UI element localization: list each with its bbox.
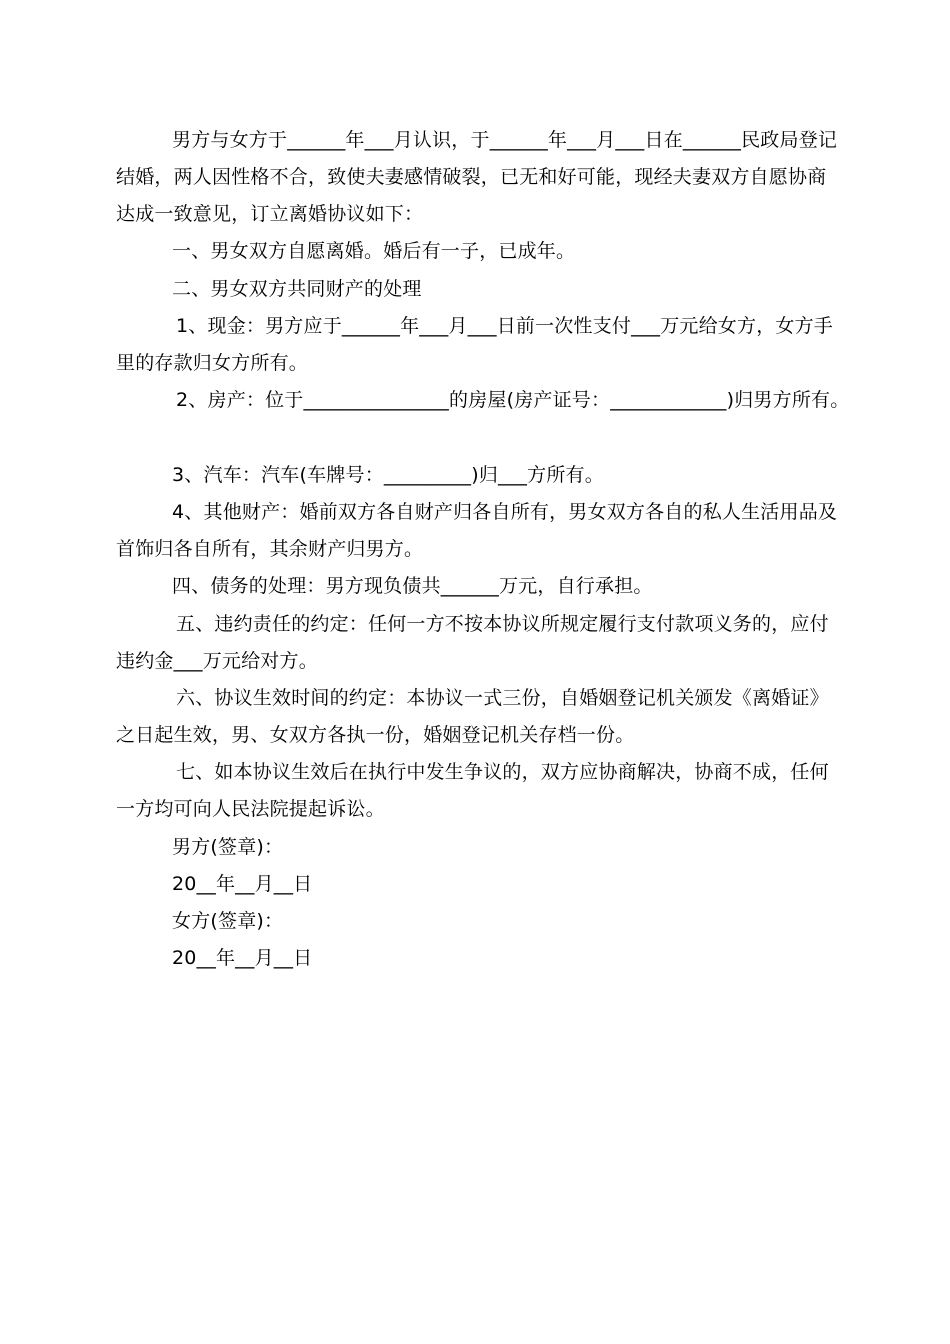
clause-2-cash-line-1: 1、现金：男方应于______年___月___日前一次性支付___万元给女方，女方手 (176, 315, 833, 337)
intro-line-1: 男方与女方于______年___月认识，于______年___月___日在______民政局登记 (172, 129, 838, 151)
clause-1: 一、男女双方自愿离婚。婚后有一子，已成年。 (172, 240, 576, 262)
clause-7-line-2: 一方均可向人民法院提起诉讼。 (116, 798, 385, 820)
male-signature-label: 男方(签章)： (172, 836, 284, 858)
clause-2-property: 2、房产：位于_______________的房屋(房产证号：____________)归男方所有。 (176, 389, 850, 411)
clause-2-cash-line-2: 里的存款归女方所有。 (116, 352, 309, 374)
clause-7-line-1: 七、如本协议生效后在执行中发生争议的，双方应协商解决，协商不成，任何 (176, 761, 829, 783)
clause-2-other-line-1: 4、其他财产：婚前双方各自财产归各自所有，男女双方各自的私人生活用品及 (172, 501, 838, 523)
male-signature-date: 20__年__月__日 (172, 873, 313, 895)
intro-line-3: 达成一致意见，订立离婚协议如下： (116, 203, 424, 225)
clause-2-car: 3、汽车：汽车(车牌号：_________)归___方所有。 (172, 464, 604, 486)
clause-4-debt: 四、债务的处理：男方现负债共______万元，自行承担。 (172, 575, 653, 597)
clause-6-line-2: 之日起生效，男、女双方各执一份，婚姻登记机关存档一份。 (116, 724, 635, 746)
intro-line-2: 结婚，两人因性格不合，致使夫妻感情破裂，已无和好可能，现经夫妻双方自愿协商 (116, 166, 827, 188)
clause-2-heading: 二、男女双方共同财产的处理 (172, 278, 422, 300)
clause-2-other-line-2: 首饰归各自所有，其余财产归男方。 (116, 538, 424, 560)
clause-6-line-1: 六、协议生效时间的约定：本协议一式三份，自婚姻登记机关颁发《离婚证》 (176, 687, 829, 709)
clause-5-line-2: 违约金___万元给对方。 (116, 650, 318, 672)
female-signature-label: 女方(签章)： (172, 910, 284, 932)
female-signature-date: 20__年__月__日 (172, 947, 313, 969)
clause-5-line-1: 五、违约责任的约定：任何一方不按本协议所规定履行支付款项义务的，应付 (176, 613, 829, 635)
